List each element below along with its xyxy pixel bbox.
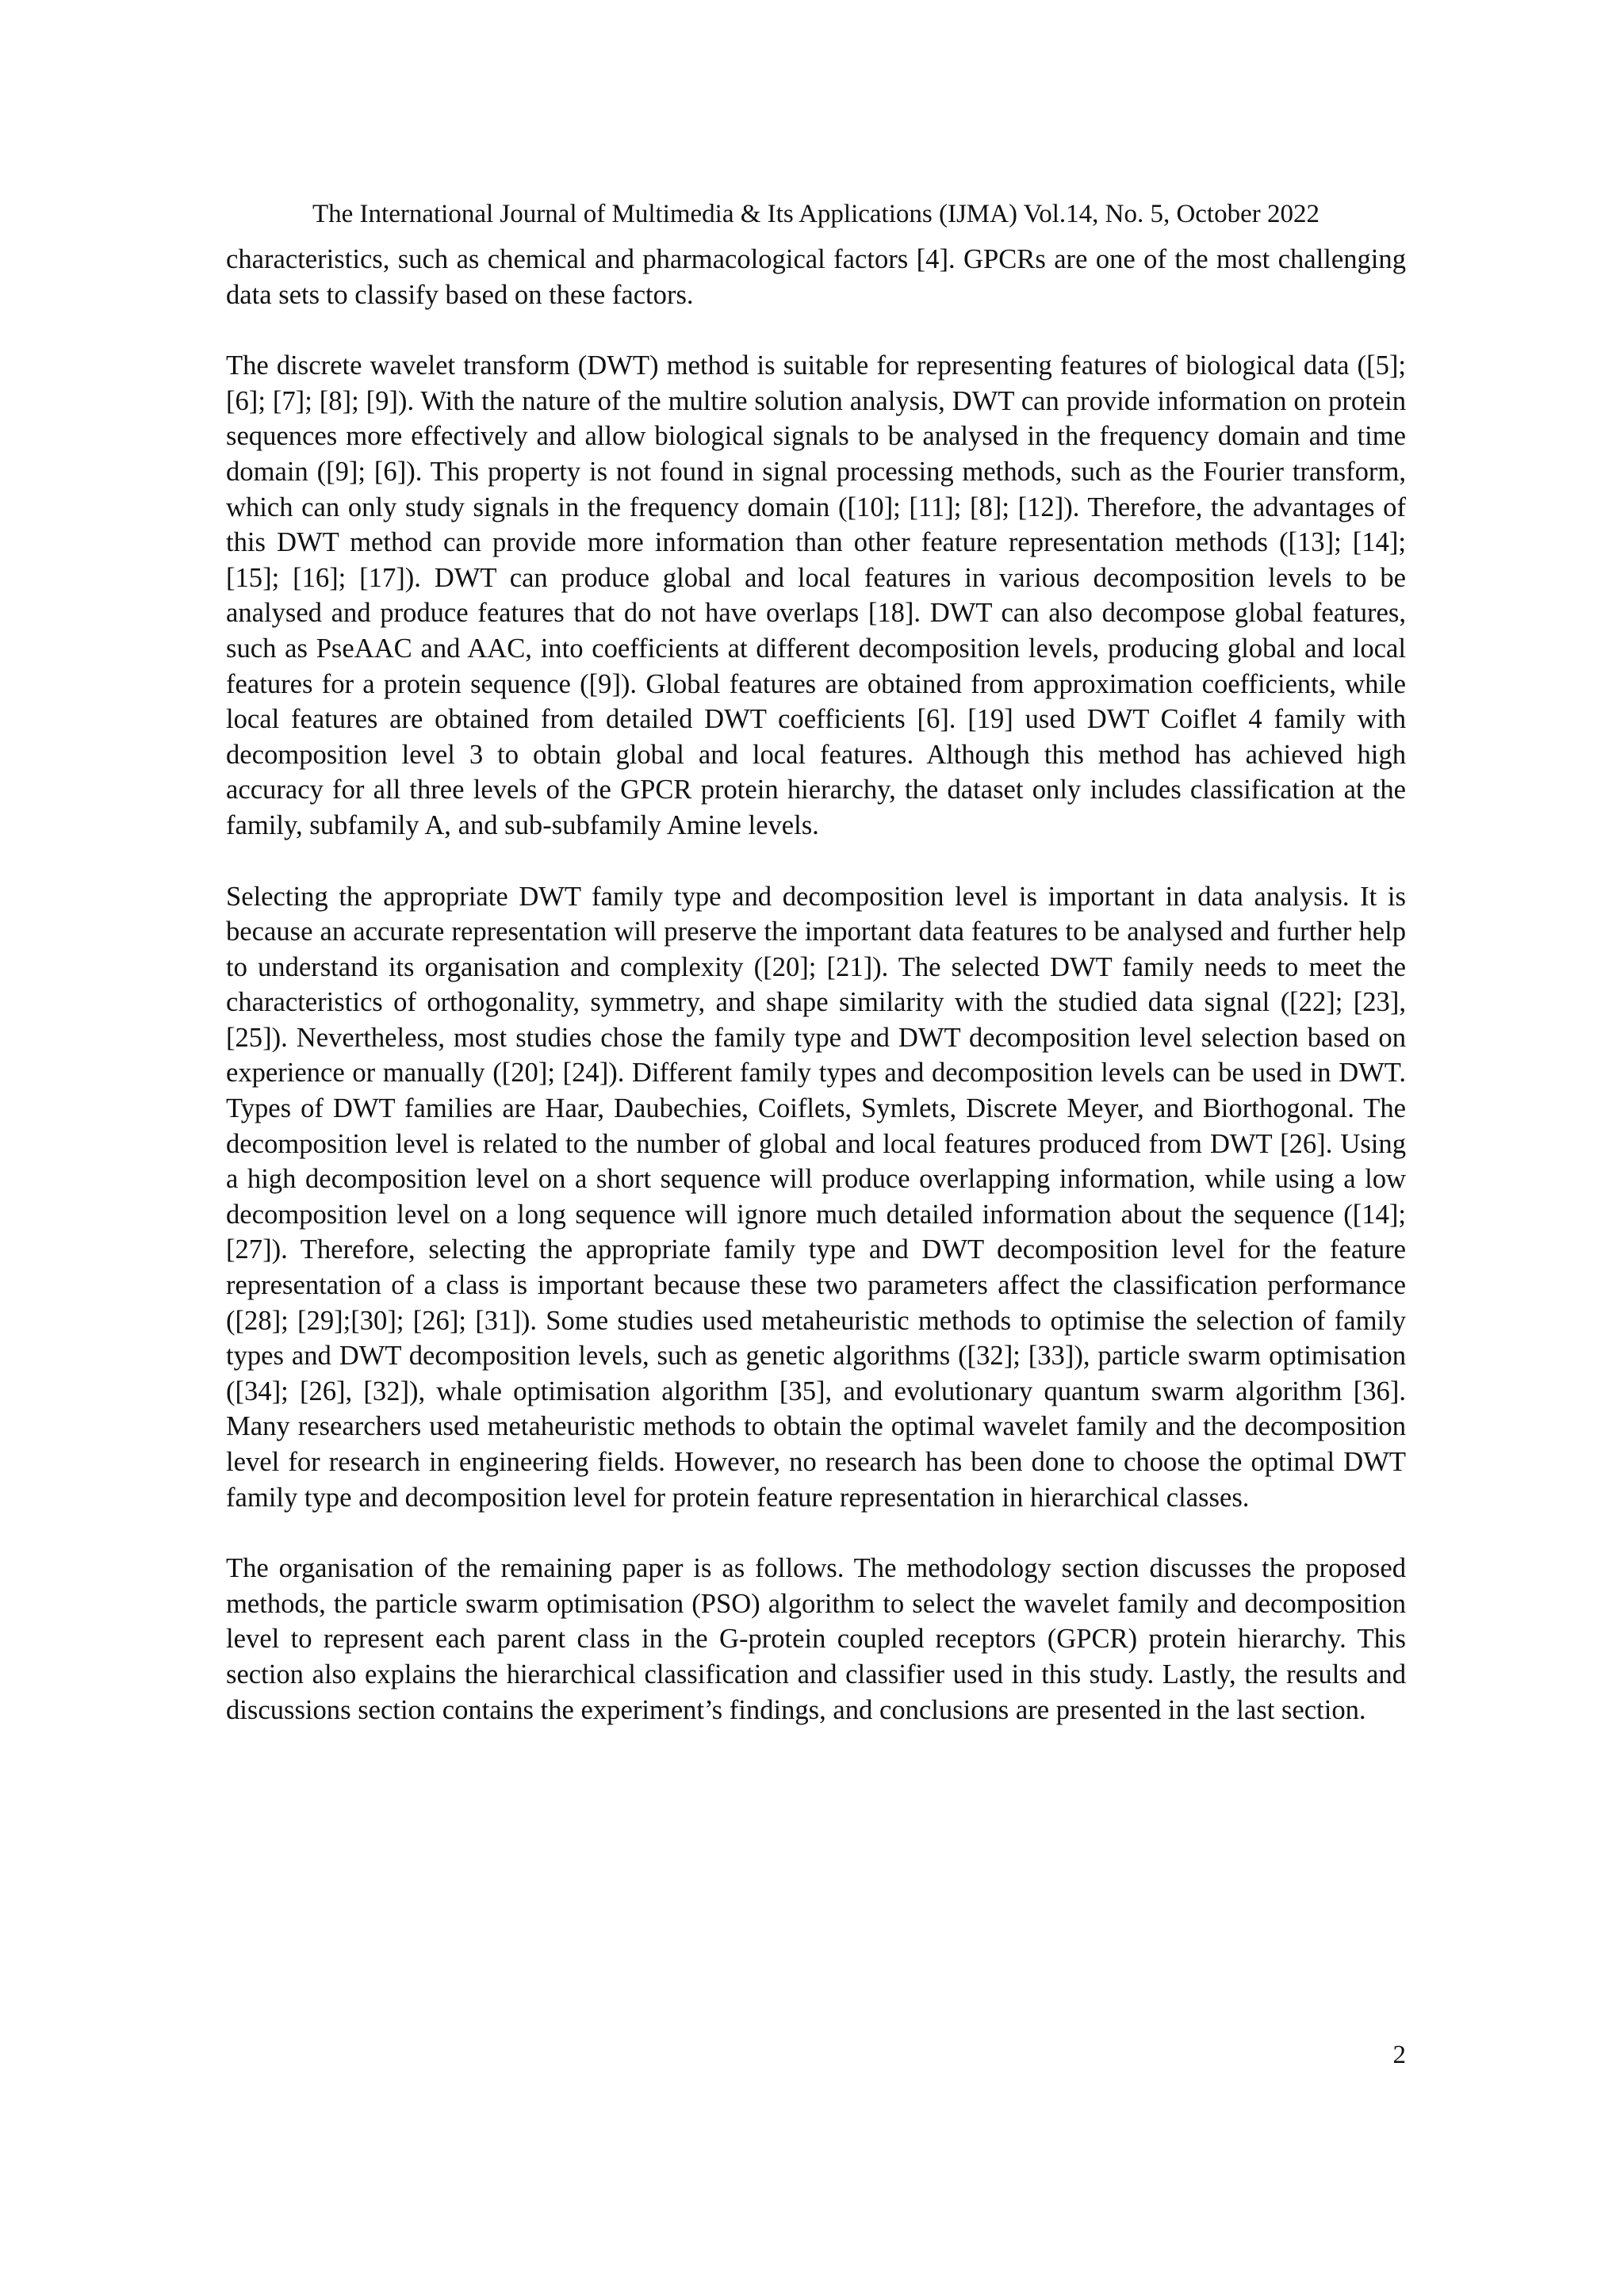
paragraph-4: The organisation of the remaining paper is as follows. The methodology section discusses the proposed methods, the particle swarm optimisation (PSO) algorithm to select the wavelet family and decomposition level to represent each parent class in the G-protein coupled receptors (GPCR) protein hierarchy. This section also explains the hierarchical classification and classifier used in this study. Lastly, the results and discussions section contains the experiment’s findings, and conclusions are presented in the last section. [226,1553,1406,1725]
paragraph-1: characteristics, such as chemical and pharmacological factors [4]. GPCRs are one of the most challenging data sets to classify based on these factors. [226,244,1406,310]
paragraph-3: Selecting the appropriate DWT family type and decomposition level is important in data analysis. It is because an accurate representation will preserve the important data features to be analysed and further help to understand its organisation and complexity ([20]; [21]). The selected DWT family needs to meet the characteristics of orthogonality, symmetry, and shape similarity with the studied data signal ([22]; [23], [25]). Nevertheless, most studies chose the family type and DWT decomposition level selection based on experience or manually ([20]; [24]). Different family types and decomposition levels can be used in DWT. Types of DWT families are Haar, Daubechies, Coiflets, Symlets, Discrete Meyer, and Biorthogonal. The decomposition level is related to the number of global and local features produced from DWT [26]. Using a high decomposition level on a short sequence will produce overlapping information, while using a low decomposition level on a long sequence will ignore much detailed information about the sequence ([14]; [27]). Therefore, selecting the appropriate family type and DWT decomposition level for the feature representation of a class is important because these two parameters affect the classification performance ([28]; [29];[30]; [26]; [31]). Some studies used metaheuristic methods to optimise the selection of family types and DWT decomposition levels, such as genetic algorithms ([32]; [33]), particle swarm optimisation ([34]; [26], [32]), whale optimisation algorithm [35], and evolutionary quantum swarm algorithm [36]. Many researchers used metaheuristic methods to obtain the optimal wavelet family and the decomposition level for research in engineering fields. However, no research has been done to choose the optimal DWT family type and decomposition level for protein feature representation in hierarchical classes. [226,881,1406,1513]
body-text [226,242,1406,1763]
paragraph-2: The discrete wavelet transform (DWT) method is suitable for representing features of biological data ([5]; [6]; [7]; [8]; [9]). With the nature of the multire solution analysis, DWT can provide information on protein sequences more effectively and allow biological signals to be analysed in the frequency domain and time domain ([9]; [6]). This property is not found in signal processing methods, such as the Fourier transform, which can only study signals in the frequency domain ([10]; [11]; [8]; [12]). Therefore, the advantages of this DWT method can provide more information than other feature representation methods ([13]; [14]; [15]; [16]; [17]). DWT can produce global and local features in various decomposition levels to be analysed and produce features that do not have overlaps [18]. DWT can also decompose global features, such as PseAAC and AAC, into coefficients at different decomposition levels, producing global and local features for a protein sequence ([9]). Global features are obtained from approximation coefficients, while local features are obtained from detailed DWT coefficients [6]. [19] used DWT Coiflet 4 family with decomposition level 3 to obtain global and local features. Although this method has achieved high accuracy for all three levels of the GPCR protein hierarchy, the dataset only includes classification at the family, subfamily A, and sub-subfamily Amine levels. [226,350,1406,840]
running-header: The International Journal of Multimedia & Its Applications (IJMA) Vol.14, No. 5, October 2022 [312,200,1320,228]
page-number: 2 [1392,2041,1406,2069]
